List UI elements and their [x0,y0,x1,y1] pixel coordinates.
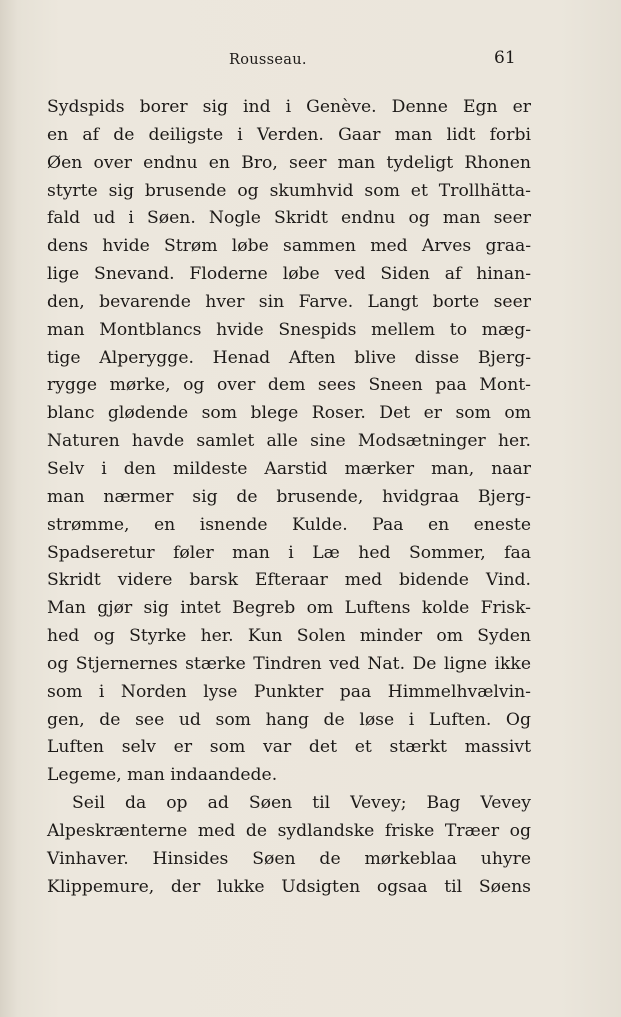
text-line: Sydspids borer sig ind i Genève. Denne Egn er [47,97,531,117]
text-line: strømme, en isnende Kulde. Paa en eneste [47,514,531,535]
text-line: man nærmer sig de brusende, hvidgraa Bjerg- [47,486,531,507]
text-line: den, bevarende hver sin Farve. Langt borte seer [47,291,531,312]
text-line: fald ud i Søen. Nogle Skridt endnu og man seer [47,208,531,229]
text-line: Klippemure, der lukke Udsigten ogsaa til Søens [47,876,531,897]
running-title: Rousseau. [229,52,307,68]
text-line: hed og Styrke her. Kun Solen minder om Syden [47,626,531,647]
text-line: Selv i den mildeste Aarstid mærker man, naar [47,458,531,479]
text-line: lige Snevand. Floderne løbe ved Siden af hinan- [47,264,531,285]
text-line: som i Norden lyse Punkter paa Himmelhvælvin- [47,681,531,702]
text-line: Vinhaver. Hinsides Søen de mørkeblaa uhyre [47,848,531,869]
body-text [47,94,531,901]
text-line: Spadseretur føler man i Læ hed Sommer, faa [47,542,531,563]
text-line: man Montblancs hvide Snespids mellem to mæg- [47,319,531,340]
text-line: en af de deiligste i Verden. Gaar man lidt forbi [47,124,531,145]
text-line: Naturen havde samlet alle sine Modsætninger her. [47,431,531,452]
text-line: styrte sig brusende og skumhvid som et Trollhätta- [47,180,531,201]
paragraph-start-line: Seil da op ad Søen til Vevey; Bag Vevey [72,793,531,814]
text-line: rygge mørke, og over dem sees Sneen paa Mont- [47,375,531,396]
text-line: og Stjernernes stærke Tindren ved Nat. De ligne ikke [47,653,531,674]
text-line: dens hvide Strøm løbe sammen med Arves graa- [47,236,531,257]
text-line: gen, de see ud som hang de løse i Luften. Og [47,709,531,730]
text-line: tige Alperygge. Henad Aften blive disse Bjerg- [47,347,531,368]
paragraph-end-line: Legeme, man indaandede. [47,765,278,786]
page-header [0,48,621,72]
text-line: Luften selv er som var det et stærkt massivt [47,737,531,758]
text-line: blanc glødende som blege Roser. Det er som om [47,403,531,424]
text-line: Alpeskrænterne med de sydlandske friske Træer og [47,820,531,841]
text-line: Man gjør sig intet Begreb om Luftens kolde Frisk- [47,598,531,619]
text-line: Skridt videre barsk Efteraar med bidende Vind. [47,570,531,591]
page-number: 61 [494,48,516,68]
text-line: Øen over endnu en Bro, seer man tydeligt Rhonen [47,152,531,173]
